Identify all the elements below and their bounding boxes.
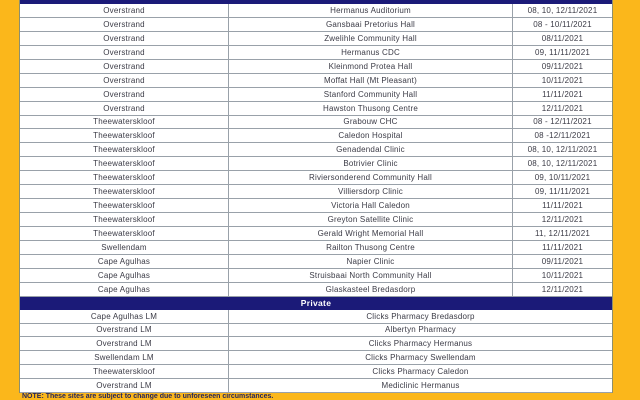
table-row — [20, 116, 612, 130]
venue-cell: Riviersonderend Community Hall — [229, 171, 513, 184]
municipality-cell: Theewaterskloof — [20, 143, 229, 156]
municipality-cell: Swellendam — [20, 241, 229, 254]
table-row — [20, 337, 612, 351]
dates-cell: 09/11/2021 — [541, 61, 584, 71]
venue-cell: Railton Thusong Centre — [229, 241, 513, 254]
municipality-cell: Theewaterskloof — [20, 129, 229, 142]
table-row — [20, 102, 612, 116]
table-row — [20, 269, 612, 283]
dates-cell: 10/11/2021 — [541, 75, 584, 85]
table-row — [20, 351, 612, 365]
dates-cell: 12/11/2021 — [541, 215, 584, 225]
table-row — [20, 365, 612, 379]
dates-cell: 08, 10, 12/11/2021 — [527, 5, 598, 15]
municipality-cell: Cape Agulhas — [20, 255, 229, 268]
municipality-cell: Cape Agulhas LM — [20, 310, 229, 323]
table-row — [20, 227, 612, 241]
municipality-cell: Overstrand LM — [20, 324, 229, 337]
municipality-cell: Overstrand — [20, 60, 229, 73]
dates-cell: 08, 10, 12/11/2021 — [527, 159, 598, 169]
municipality-cell: Theewaterskloof — [20, 116, 229, 129]
venue-cell: Villiersdorp Clinic — [229, 185, 513, 198]
municipality-cell: Theewaterskloof — [20, 213, 229, 226]
table-row — [20, 255, 612, 269]
dates-cell: 08/11/2021 — [541, 33, 584, 43]
dates-cell: 08 - 12/11/2021 — [533, 117, 592, 127]
facility-cell: Mediclinic Hermanus — [381, 380, 460, 390]
dates-cell: 10/11/2021 — [541, 270, 584, 280]
municipality-cell: Overstrand — [20, 88, 229, 101]
municipality-cell: Overstrand — [20, 18, 229, 31]
dates-cell: 11/11/2021 — [542, 89, 583, 99]
table-row — [20, 60, 612, 74]
facility-cell: Clicks Pharmacy Caledon — [372, 366, 469, 376]
venue-cell: Caledon Hospital — [229, 129, 513, 142]
dates-cell: 11/11/2021 — [542, 201, 583, 211]
venue-cell: Gansbaai Pretorius Hall — [229, 18, 513, 31]
venue-cell: Kleinmond Protea Hall — [229, 60, 513, 73]
municipality-cell: Overstrand LM — [20, 337, 229, 350]
table-row — [20, 18, 612, 32]
venue-cell: Greyton Satellite Clinic — [229, 213, 513, 226]
table-row — [20, 129, 612, 143]
venue-cell: Napier Clinic — [229, 255, 513, 268]
facility-cell: Clicks Pharmacy Swellendam — [365, 353, 476, 363]
venue-cell: Struisbaai North Community Hall — [229, 269, 513, 282]
municipality-cell: Overstrand — [20, 4, 229, 17]
private-sites-section — [20, 310, 612, 393]
municipality-cell: Theewaterskloof — [20, 227, 229, 240]
municipality-cell: Overstrand — [20, 32, 229, 45]
municipality-cell: Overstrand — [20, 46, 229, 59]
dates-cell: 08, 10, 12/11/2021 — [527, 145, 598, 155]
venue-cell: Moffat Hall (Mt Pleasant) — [229, 74, 513, 87]
venue-cell: Hawston Thusong Centre — [229, 102, 513, 115]
table-row — [20, 199, 612, 213]
municipality-cell: Swellendam LM — [20, 351, 229, 364]
municipality-cell: Overstrand LM — [20, 379, 229, 392]
municipality-cell: Overstrand — [20, 102, 229, 115]
dates-cell: 12/11/2021 — [541, 284, 584, 294]
venue-cell: Botrivier Clinic — [229, 157, 513, 170]
table-row — [20, 213, 612, 227]
table-row — [20, 283, 612, 297]
table-row — [20, 310, 612, 324]
facility-cell: Clicks Pharmacy Hermanus — [368, 339, 473, 349]
dates-cell: 11/11/2021 — [542, 242, 583, 252]
venue-cell: Hermanus Auditorium — [229, 4, 513, 17]
municipality-cell: Overstrand — [20, 74, 229, 87]
table-row — [20, 88, 612, 102]
dates-cell: 11, 12/11/2021 — [535, 228, 590, 238]
venue-cell: Glaskasteel Bredasdorp — [229, 283, 513, 296]
private-section-header — [20, 297, 612, 310]
municipality-cell: Cape Agulhas — [20, 283, 229, 296]
table-row — [20, 4, 612, 18]
table-row — [20, 324, 612, 338]
table-row — [20, 32, 612, 46]
municipality-cell: Theewaterskloof — [20, 365, 229, 378]
municipality-cell: Theewaterskloof — [20, 199, 229, 212]
dates-cell: 09, 10/11/2021 — [534, 173, 591, 183]
public-sites-section — [20, 4, 612, 297]
dates-cell: 09, 11/11/2021 — [535, 187, 590, 197]
venue-cell: Stanford Community Hall — [229, 88, 513, 101]
table-row — [20, 171, 612, 185]
municipality-cell: Theewaterskloof — [20, 157, 229, 170]
dates-cell: 09/11/2021 — [541, 256, 584, 266]
vaccination-sites-table — [19, 0, 613, 393]
venue-cell: Zwelihle Community Hall — [229, 32, 513, 45]
table-row — [20, 74, 612, 88]
footer-note: NOTE: These sites are subject to change due to unforeseen circumstances. — [22, 393, 274, 400]
venue-cell: Grabouw CHC — [229, 116, 513, 129]
private-section-label: Private — [300, 298, 332, 309]
municipality-cell: Theewaterskloof — [20, 185, 229, 198]
table-row — [20, 241, 612, 255]
dates-cell: 08 - 10/11/2021 — [533, 19, 592, 29]
venue-cell: Hermanus CDC — [229, 46, 513, 59]
dates-cell: 08 -12/11/2021 — [534, 131, 591, 141]
table-row — [20, 143, 612, 157]
venue-cell: Victoria Hall Caledon — [229, 199, 513, 212]
dates-cell: 12/11/2021 — [541, 103, 584, 113]
municipality-cell: Theewaterskloof — [20, 171, 229, 184]
table-row — [20, 157, 612, 171]
table-row — [20, 185, 612, 199]
dates-cell: 09, 11/11/2021 — [535, 47, 590, 57]
table-row — [20, 379, 612, 393]
municipality-cell: Cape Agulhas — [20, 269, 229, 282]
facility-cell: Clicks Pharmacy Bredasdorp — [366, 311, 475, 321]
venue-cell: Genadendal Clinic — [229, 143, 513, 156]
table-row — [20, 46, 612, 60]
venue-cell: Gerald Wright Memorial Hall — [229, 227, 513, 240]
facility-cell: Albertyn Pharmacy — [385, 325, 456, 335]
